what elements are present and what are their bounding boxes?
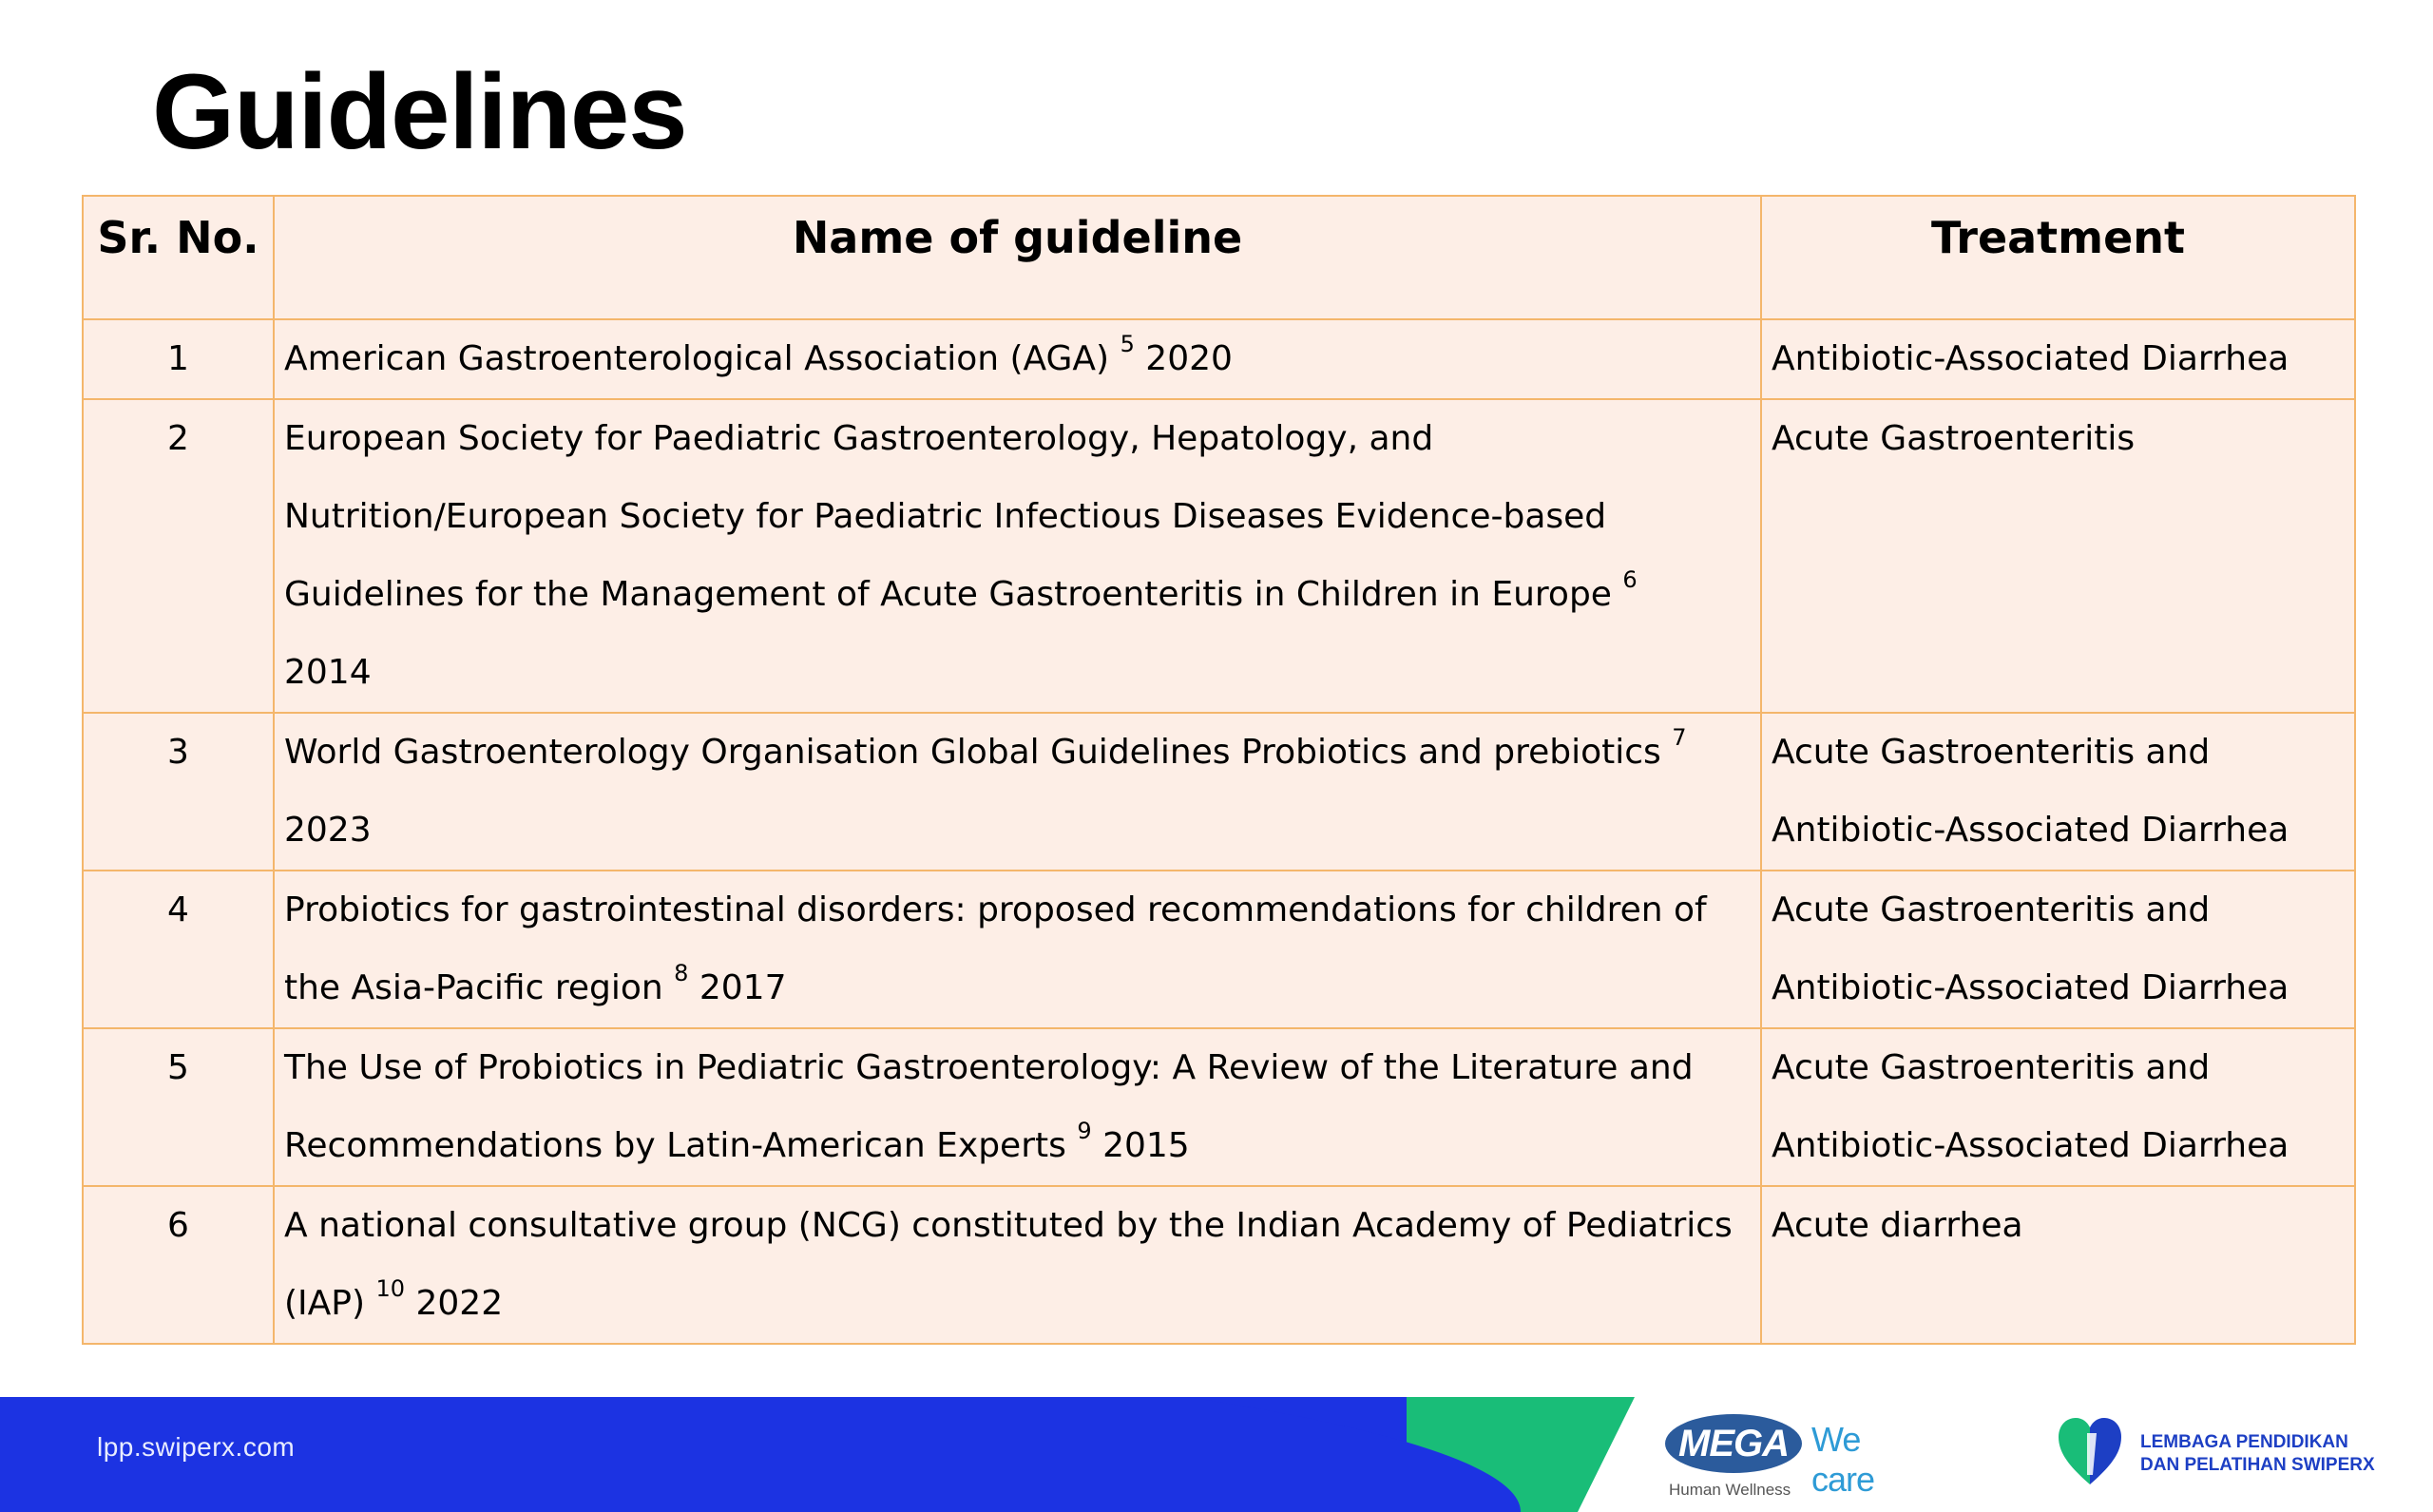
- reference-number: 7: [1672, 724, 1687, 751]
- heart-icon: [2059, 1418, 2121, 1486]
- guideline-name-cell: [274, 399, 1761, 713]
- guidelines-table: [82, 195, 2356, 1345]
- reference-number: 6: [1622, 566, 1638, 593]
- table-row: [83, 1028, 2355, 1186]
- treatment-cell: Acute Gastroenteritis: [1761, 399, 2355, 713]
- sr-no-cell: 3: [83, 713, 274, 871]
- guideline-name: Probiotics for gastrointestinal disorders: proposed recommendations for children of the Asia-Pacific region: [284, 890, 1707, 1007]
- table-row: [83, 713, 2355, 871]
- sr-no-cell: 4: [83, 871, 274, 1028]
- guideline-name-cell: [274, 319, 1761, 399]
- guideline-name: The Use of Probiotics in Pediatric Gastroenterology: A Review of the Literature and Recommendations by Latin-American Experts: [284, 1048, 1694, 1165]
- guideline-year: 2020: [1145, 339, 1233, 378]
- table-row: [83, 319, 2355, 399]
- guideline-name: World Gastroenterology Organisation Global Guidelines Probiotics and prebiotics: [284, 733, 1661, 772]
- reference-number: 8: [674, 960, 689, 986]
- treatment-cell: Acute diarrhea: [1761, 1186, 2355, 1344]
- header-name-of-guideline: Name of guideline: [274, 196, 1761, 319]
- mega-tagline: We care: [1811, 1420, 1875, 1499]
- reference-number: 10: [375, 1275, 406, 1302]
- header-treatment: Treatment: [1761, 196, 2355, 319]
- guideline-year: 2014: [284, 653, 372, 692]
- sr-no-cell: 6: [83, 1186, 274, 1344]
- sr-no-cell: 5: [83, 1028, 274, 1186]
- guideline-name: A national consultative group (NCG) constituted by the Indian Academy of Pediatrics (IAP): [284, 1206, 1733, 1323]
- treatment-cell: Acute Gastroenteritis and Antibiotic-Associated Diarrhea: [1761, 871, 2355, 1028]
- mega-brand-mark: MEGA: [1665, 1414, 1802, 1473]
- table-header-row: [83, 196, 2355, 319]
- guideline-name-cell: [274, 1028, 1761, 1186]
- reference-number: 9: [1077, 1118, 1092, 1144]
- sr-no-cell: 1: [83, 319, 274, 399]
- lpp-logo-line1: LEMBAGA PENDIDIKAN: [2140, 1432, 2348, 1452]
- table-row: [83, 399, 2355, 713]
- table-row: [83, 871, 2355, 1028]
- guideline-name-cell: [274, 1186, 1761, 1344]
- lpp-logo-line2: DAN PELATIHAN SWIPERX: [2140, 1455, 2375, 1475]
- guideline-name: European Society for Paediatric Gastroenterology, Hepatology, and Nutrition/European Society for Paediatric Infectious Diseases Evidence-based Guidelines for the Management of Acute Gastroenteritis in Children in Europe: [284, 419, 1612, 614]
- lpp-logo-text: [2140, 1431, 2375, 1477]
- table-row: [83, 1186, 2355, 1344]
- guideline-name-cell: [274, 871, 1761, 1028]
- treatment-cell: Acute Gastroenteritis and Antibiotic-Associated Diarrhea: [1761, 1028, 2355, 1186]
- header-sr-no: Sr. No.: [83, 196, 274, 319]
- guideline-year: 2017: [699, 968, 787, 1007]
- footer-url-link[interactable]: lpp.swiperx.com: [97, 1432, 296, 1462]
- lpp-swiperx-logo: [2059, 1414, 2420, 1490]
- guideline-year: 2015: [1102, 1126, 1190, 1165]
- treatment-cell: Acute Gastroenteritis and Antibiotic-Associated Diarrhea: [1761, 713, 2355, 871]
- mega-subtitle: Human Wellness: [1669, 1481, 1791, 1499]
- page-title: Guidelines: [152, 52, 687, 171]
- mega-logo: [1665, 1408, 1931, 1503]
- reference-number: 5: [1120, 331, 1135, 357]
- sr-no-cell: 2: [83, 399, 274, 713]
- treatment-cell: Antibiotic-Associated Diarrhea: [1761, 319, 2355, 399]
- guideline-year: 2022: [415, 1284, 504, 1323]
- guideline-year: 2023: [284, 811, 372, 850]
- guideline-name-cell: [274, 713, 1761, 871]
- guideline-name: American Gastroenterological Association (AGA): [284, 339, 1110, 378]
